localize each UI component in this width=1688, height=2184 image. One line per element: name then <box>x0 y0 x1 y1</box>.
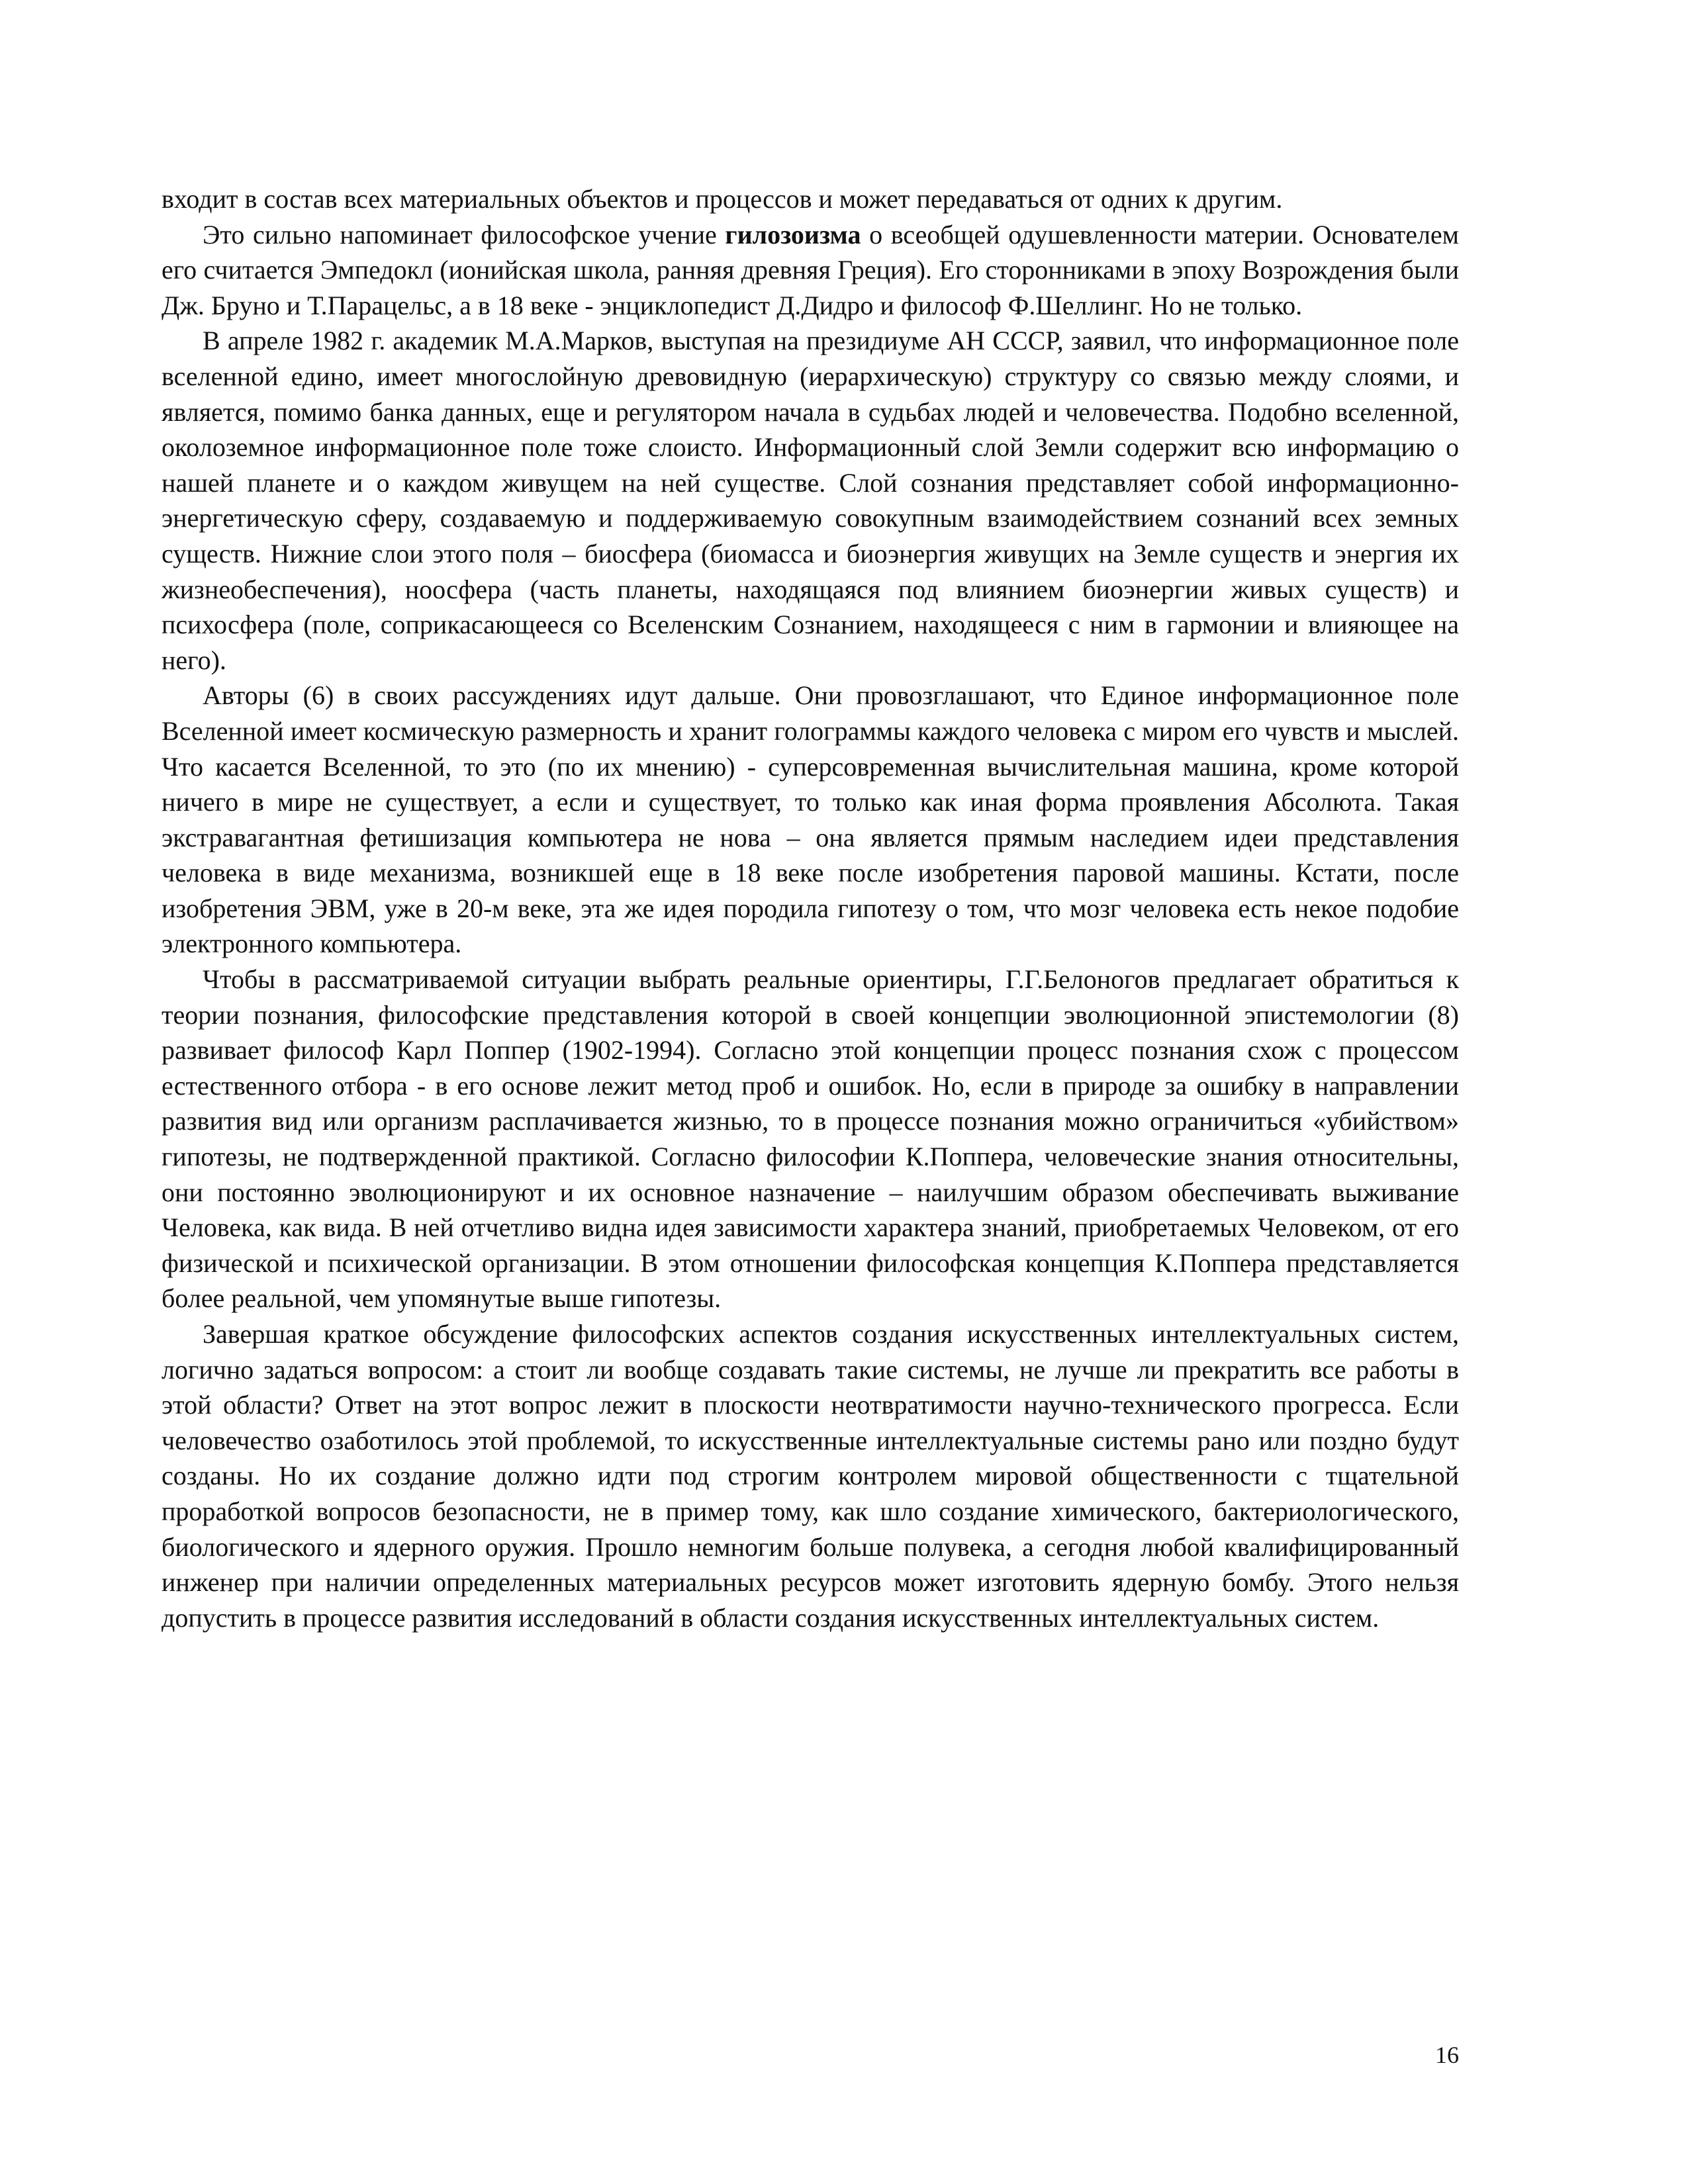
paragraph-conclusion: Завершая краткое обсуждение философских аспектов создания искусственных интеллектуальных систем, логично задаться вопросом: а стоит ли вообще создавать такие системы, не лучше ли прекратить все работы в этой области? Ответ на этот вопрос лежит в плоскости неотвратимости научно-технического прогресса. Если человечество озаботилось этой проблемой, то искусственные интеллектуальные системы рано или поздно будут созданы. Но их создание должно идти под строгим контролем мировой общественности с тщательной проработкой вопросов безопасности, не в пример тому, как шло создание химического, бактериологического, биологического и ядерного оружия. Прошло немногим больше полувека, а сегодня любой квалифицированный инженер при наличии определенных материальных ресурсов может изготовить ядерную бомбу. Этого нельзя допустить в процессе развития исследований в области создания искусственных интеллектуальных систем. <box>162 1319 1459 1633</box>
paragraph-popper: Чтобы в рассматриваемой ситуации выбрать реальные ориентиры, Г.Г.Белоногов предлагает обратиться к теории познания, философские представления которой в своей концепции эволюционной эпистемологии (8) развивает философ Карл Поппер (1902-1994). Согласно этой концепции процесс познания схож с процессом естественного отбора - в его основе лежит метод проб и ошибок. Но, если в природе за ошибку в направлении развития вид или организм расплачивается жизнью, то в процессе познания можно ограничиться «убийством» гипотезы, не подтвержденной практикой. Согласно философии К.Поппера, человеческие знания относительны, они постоянно эволюционируют и их основное назначение – наилучшим образом обеспечивать выживание Человека, как вида. В ней отчетливо видна идея зависимости характера знаний, приобретаемых Человеком, от его физической и психической организации. В этом отношении философская концепция К.Поппера представляется более реальной, чем упомянутые выше гипотезы. <box>162 964 1459 1314</box>
paragraph-text: Это сильно напоминает философское учение <box>203 219 726 250</box>
paragraph-hylozoism <box>162 217 1459 324</box>
paragraph-markov: В апреле 1982 г. академик М.А.Марков, выступая на президиуме АН СССР, заявил, что информационное поле вселенной едино, имеет многослойную древовидную (иерархическую) структуру со связью между слоями, и является, помимо банка данных, еще и регулятором начала в судьбах людей и человечества. Подобно вселенной, околоземное информационное поле тоже слоисто. Информационный слой Земли содержит всю информацию о нашей планете и о каждом живущем на ней существе. Слой сознания представляет собой информационно-энергетическую сферу, создаваемую и поддерживаемую совокупным взаимодействием сознаний всех земных существ. Нижние слои этого поля – биосфера (биомасса и биоэнергия живущих на Земле существ и энергия их жизнеобеспечения), ноосфера (часть планеты, находящаяся под влиянием биоэнергии живых существ) и психосфера (поле, соприкасающееся со Вселенским Сознанием, находящееся с ним в гармонии и влияющее на него). <box>162 326 1459 675</box>
bold-term: гилозоизма <box>725 219 861 250</box>
paragraph-authors: Авторы (6) в своих рассуждениях идут дальше. Они провозглашают, что Единое информационное поле Вселенной имеет космическую размерность и хранит голограммы каждого человека с миром его чувств и мыслей. Что касается Вселенной, то это (по их мнению) - суперсовременная вычислительная машина, кроме которой ничего в мире не существует, а если и существует, то только как иная форма проявления Абсолюта. Такая экстравагантная фетишизация компьютера не нова – она является прямым наследием идеи представления человека в виде механизма, возникшей еще в 18 веке после изобретения паровой машины. Кстати, после изобретения ЭВМ, уже в 20-м веке, эта же идея породила гипотезу о том, что мозг человека есть некое подобие электронного компьютера. <box>162 680 1459 959</box>
page-number: 16 <box>1435 2042 1459 2068</box>
paragraph-continuation: входит в состав всех материальных объектов и процессов и может передаваться от одних к другим. <box>162 184 1283 214</box>
body-text <box>162 181 1459 1635</box>
paragraph-text: о всеобщей одушевленности материи. Основателем его считается Эмпедокл (ионийская школа, ранняя древняя Греция). Его сторонниками в эпоху Возрождения были Дж. Бруно и Т.Парацельс, а в 18 веке - энциклопедист Д.Дидро и философ Ф.Шеллинг. Но не только. <box>162 219 1459 320</box>
